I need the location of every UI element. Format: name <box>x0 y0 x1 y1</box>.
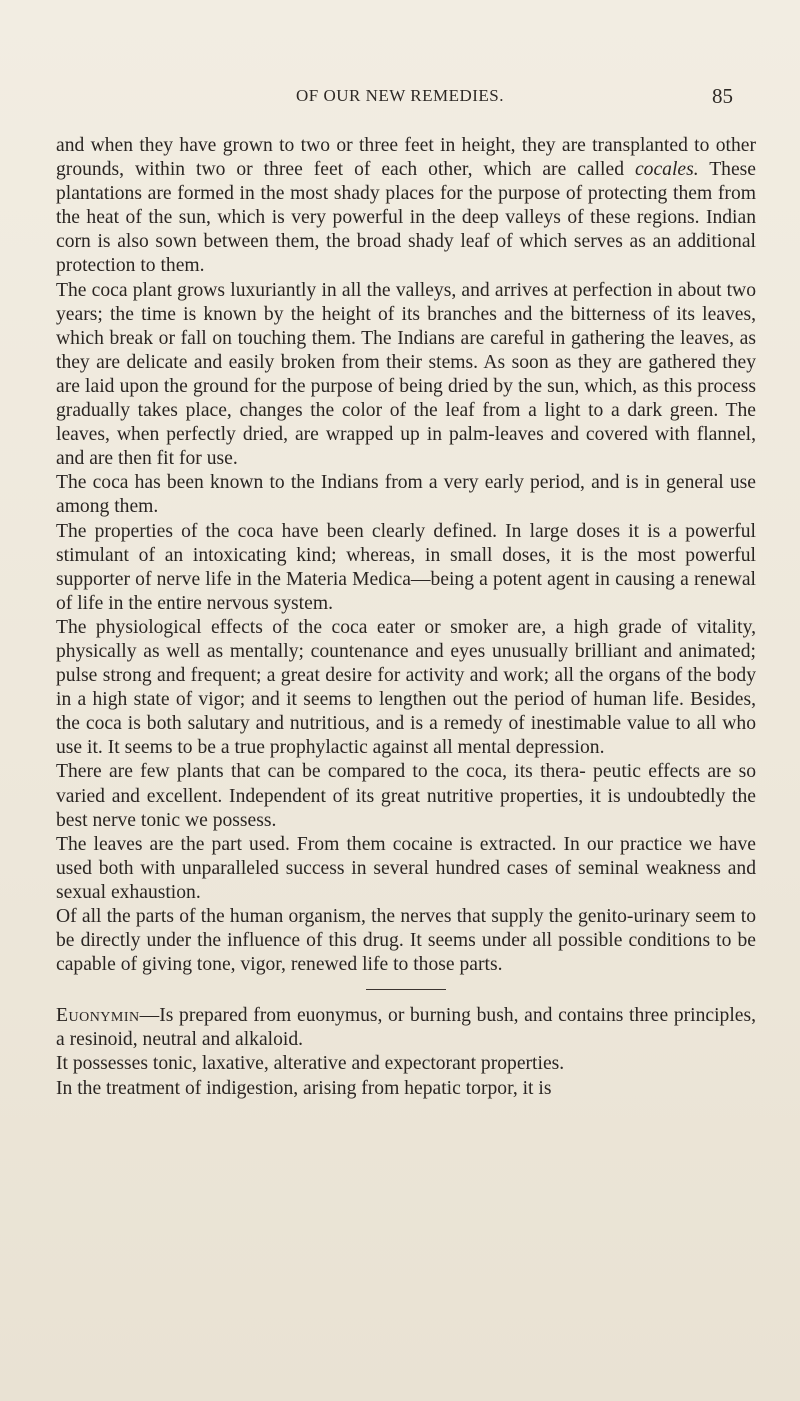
paragraph-euonymin <box>56 1004 756 1052</box>
paragraph-text: —Is prepared from euonymus, or burning bush, and contains three principles, a resinoid, neutral and alkaloid. <box>56 1005 756 1051</box>
paragraph-euonymin-properties: It possesses tonic, laxative, alterative and expectorant properties. <box>56 1053 565 1075</box>
paragraph-indigestion: In the treatment of indigestion, arising from hepatic torpor, it is <box>56 1077 552 1099</box>
paragraph-growth: The coca plant grows luxuriantly in all the valleys, and arrives at perfection in about two years; the time is known by the height of its branches and the bitterness of its leaves, which break or fall on touching them. The Indians are careful in gathering the leaves, as they are delicate and easily broken from their stems. As soon as they are gathered they are laid upon the ground for the purpose of being dried by the sun, which, as this process gradually takes place, changes the color of the leaf from a light to a dark green. The leaves, when perfectly dried, are wrapped up in palm-leaves and covered with flannel, and are then fit for use. <box>56 279 756 470</box>
italic-term-cocales: cocales. <box>634 159 699 181</box>
page-header <box>0 86 800 116</box>
paragraph-genito-urinary: Of all the parts of the human organism, the nerves that supply the genito-urinary seem to be directly under the influence of this drug. It seems under all possible conditions to be capable of giving tone, vigor, renewed life to those parts. <box>56 906 756 976</box>
section-divider <box>366 989 446 990</box>
running-head: OF OUR NEW REMEDIES. <box>295 86 505 105</box>
paragraph-physiological-effects: The physiological effects of the coca eater or smoker are, a high grade of vitality, physically as well as mentally; countenance and eyes unusually brilliant and animated; pulse strong and frequent; a great desire for activity and work; all the organs of the body in a high state of vigor; and it seems to lengthen out the period of human life. Besides, the coca is both salutary and nutritious, and is a remedy of inestimable value to all who use it. It seems to be a true prophylactic against all mental depression. <box>56 616 756 759</box>
page-number: 85 <box>712 84 733 108</box>
body-text <box>56 134 756 1101</box>
paragraph-leaves-used: The leaves are the part used. From them cocaine is extracted. In our practice we have used both with unparalleled success in several hundred cases of seminal weakness and sexual exhaustion. <box>56 833 756 903</box>
paragraph-history: The coca has been known to the Indians from a very early period, and is in general use among them. <box>56 472 756 518</box>
paragraph-cocales <box>56 134 756 279</box>
entry-heading-euonymin: Euonymin <box>56 1005 140 1027</box>
paragraph-comparison: There are few plants that can be compared to the coca, its thera- peutic effects are so varied and excellent. Independent of its great nutritive properties, it is undoubtedly the best nerve tonic we possess. <box>56 761 756 831</box>
paragraph-text: These plantations are formed in the most shady places for the purpose of protecting them from the heat of the sun, which is very powerful in the deep valleys of these regions. Indian corn is also sown between them, the broad shady leaf of which serves as an additional protection to them. <box>56 159 756 277</box>
paragraph-text: and when they have grown to two or three feet in height, they are transplanted to other grounds, within two or three feet of each other, which are called <box>56 135 756 181</box>
paragraph-properties: The properties of the coca have been clearly defined. In large doses it is a powerful stimulant of an intoxicating kind; whereas, in small doses, it is the most powerful supporter of nerve life in the Materia Medica—being a potent agent in causing a renewal of life in the entire nervous system. <box>56 520 756 614</box>
